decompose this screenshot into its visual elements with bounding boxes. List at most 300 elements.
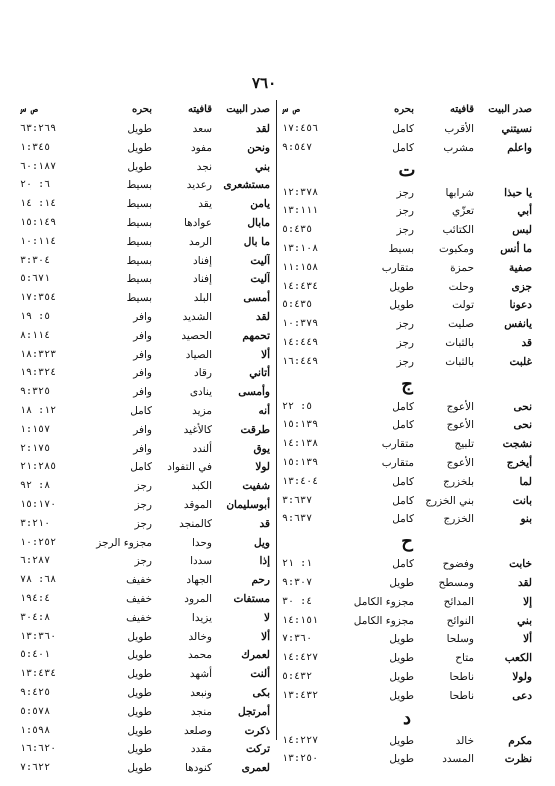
verse-start: الكعب bbox=[504, 652, 532, 665]
verse-start: لقد bbox=[255, 123, 270, 135]
verse-start: بانت bbox=[512, 494, 532, 507]
verse-rhyme: ومسطح bbox=[438, 576, 474, 589]
index-row bbox=[20, 703, 270, 722]
index-row bbox=[20, 458, 270, 477]
verse-meter: رجز bbox=[134, 555, 152, 568]
page-number: ٧٦٠ bbox=[252, 74, 277, 92]
verse-meter: رجز bbox=[134, 517, 152, 530]
verse-start: تركت bbox=[245, 743, 270, 756]
verse-meter: طويل bbox=[389, 652, 414, 665]
verse-meter: طويل bbox=[389, 753, 414, 766]
verse-rhyme: بلخزرج bbox=[443, 475, 474, 488]
verse-ref: ١٥:١٤٩ bbox=[20, 216, 57, 228]
verse-meter: كامل bbox=[392, 419, 414, 432]
verse-meter: كامل bbox=[392, 513, 414, 526]
verse-meter: طويل bbox=[389, 576, 414, 589]
verse-start: آليت bbox=[250, 273, 270, 286]
index-row bbox=[282, 296, 532, 315]
index-row bbox=[282, 435, 532, 454]
verse-rhyme: الكبد bbox=[191, 480, 212, 493]
verse-start: صفية bbox=[508, 261, 532, 274]
verse-meter: متقارب bbox=[381, 456, 414, 469]
verse-rhyme: كالمنجد bbox=[179, 517, 212, 530]
verse-start: واعلم bbox=[507, 141, 532, 154]
verse-start: يانفس bbox=[504, 318, 532, 331]
verse-ref: ١٥:١٧٠ bbox=[20, 498, 57, 510]
verse-ref: ٣:٢١٠ bbox=[20, 517, 51, 529]
header-meter: بحره bbox=[132, 104, 152, 115]
verse-meter: وافر bbox=[133, 367, 152, 380]
verse-ref: ١٣:١٠٨ bbox=[282, 242, 319, 254]
verse-meter: وافر bbox=[133, 442, 152, 455]
index-row bbox=[20, 684, 270, 703]
verse-ref: ٦:٢٨٧ bbox=[20, 555, 51, 567]
verse-rhyme: خالد bbox=[455, 734, 474, 747]
index-row bbox=[20, 233, 270, 252]
verse-rhyme: الشديد bbox=[182, 310, 212, 323]
verse-start: لولا bbox=[255, 461, 270, 474]
verse-ref: ٩:٣٢٥ bbox=[20, 386, 51, 398]
index-row bbox=[20, 477, 270, 496]
verse-meter: كامل bbox=[130, 461, 152, 474]
verse-start: ونحن bbox=[247, 141, 270, 154]
verse-rhyme: الموقد bbox=[183, 498, 212, 511]
verse-ref: ١: ٢١ bbox=[282, 558, 313, 570]
verse-ref: ٢:١٧٥ bbox=[20, 442, 51, 454]
verse-start: نسيتني bbox=[501, 123, 532, 135]
index-row bbox=[282, 315, 532, 334]
verse-meter: وافر bbox=[133, 386, 152, 399]
index-row bbox=[282, 750, 532, 769]
verse-meter: طويل bbox=[127, 141, 152, 154]
verse-ref: ١٤:٤٣٤ bbox=[282, 280, 319, 292]
verse-start: أيخرج bbox=[506, 456, 532, 469]
index-row bbox=[20, 552, 270, 571]
verse-meter: رجز bbox=[396, 224, 414, 237]
verse-ref: ٧:٦٢٢ bbox=[20, 762, 51, 774]
verse-meter: طويل bbox=[389, 299, 414, 312]
verse-ref: ١٩:٣٢٤ bbox=[20, 367, 57, 379]
verse-rhyme: ناطحا bbox=[449, 689, 474, 702]
verse-meter: بسيط bbox=[388, 242, 414, 255]
verse-start: شفيت bbox=[242, 480, 270, 493]
index-row bbox=[282, 630, 532, 649]
verse-meter: وافر bbox=[133, 310, 152, 323]
verse-rhyme: الجهاد bbox=[186, 574, 212, 587]
verse-meter: بسيط bbox=[126, 273, 152, 286]
verse-start: ألا bbox=[261, 630, 270, 643]
verse-rhyme: مزيد bbox=[192, 404, 212, 417]
verse-ref: ١٣:٤٣٤ bbox=[20, 668, 57, 680]
verse-rhyme: النوائح bbox=[446, 614, 474, 627]
verse-rhyme: تولت bbox=[452, 299, 474, 312]
index-row bbox=[20, 195, 270, 214]
index-row bbox=[20, 308, 270, 327]
verse-meter: طويل bbox=[389, 689, 414, 702]
verse-ref: ١:٣٤٥ bbox=[20, 141, 51, 153]
index-row bbox=[20, 740, 270, 759]
verse-meter: وافر bbox=[133, 329, 152, 342]
verse-ref: ١٢: ١٨ bbox=[20, 404, 57, 416]
verse-ref: ١:١٥٧ bbox=[20, 423, 51, 435]
verse-ref: ٣٠٤:٨ bbox=[20, 611, 51, 623]
verse-start: مستشعرى bbox=[223, 179, 270, 192]
verse-start: غلبت bbox=[509, 355, 532, 368]
verse-rhyme: نجد bbox=[196, 160, 212, 173]
verse-start: بني bbox=[255, 160, 270, 173]
verse-meter: طويل bbox=[127, 668, 152, 681]
verse-ref: ١٥:١٣٩ bbox=[282, 456, 319, 468]
verse-rhyme: الأعوج bbox=[446, 400, 474, 413]
verse-meter: طويل bbox=[389, 280, 414, 293]
index-row bbox=[20, 665, 270, 684]
verse-start: رحم bbox=[251, 574, 270, 587]
verse-start: خابت bbox=[509, 558, 532, 571]
verse-rhyme: وخالد bbox=[188, 630, 212, 643]
verse-start: تحمهم bbox=[242, 329, 270, 342]
verse-meter: مجزوء الرجز bbox=[96, 536, 152, 549]
verse-ref: ٥:٥٧٨ bbox=[20, 705, 51, 717]
verse-rhyme: تلبيج bbox=[454, 438, 474, 451]
verse-meter: خفيف bbox=[126, 574, 152, 587]
verse-rhyme: متاح bbox=[455, 652, 474, 665]
verse-ref: ١٣:٤٠٤ bbox=[282, 475, 319, 487]
verse-start: نظرت bbox=[504, 753, 532, 766]
index-row bbox=[20, 722, 270, 741]
verse-meter: رجز bbox=[396, 186, 414, 199]
verse-meter: طويل bbox=[389, 670, 414, 683]
verse-start: نحى bbox=[513, 400, 532, 413]
index-row bbox=[20, 327, 270, 346]
index-row bbox=[20, 759, 270, 778]
verse-ref: ١٧:٤٥٦ bbox=[282, 123, 319, 134]
verse-start: جزى bbox=[511, 280, 532, 293]
verse-ref: ٢١:٢٨٥ bbox=[20, 461, 57, 473]
verse-meter: بسيط bbox=[126, 179, 152, 192]
index-row bbox=[282, 240, 532, 259]
index-row bbox=[20, 609, 270, 628]
verse-rhyme: الأعوج bbox=[446, 419, 474, 432]
verse-rhyme: إفناد bbox=[193, 273, 212, 286]
verse-rhyme: رقاد bbox=[194, 367, 212, 380]
verse-ref: ١٣:٣٦٠ bbox=[20, 630, 57, 642]
verse-start: ألنت bbox=[250, 668, 270, 681]
verse-ref: ١٤:٢٢٧ bbox=[282, 734, 319, 746]
index-row bbox=[20, 176, 270, 195]
verse-ref: ٩:٣٠٧ bbox=[282, 576, 313, 588]
section-letter: ج bbox=[401, 373, 413, 395]
index-row bbox=[282, 454, 532, 473]
verse-ref: ١٢:٣٧٨ bbox=[282, 186, 319, 198]
verse-rhyme: مشرب bbox=[443, 141, 474, 154]
index-row bbox=[20, 571, 270, 590]
index-row bbox=[282, 202, 532, 221]
verse-meter: طويل bbox=[127, 686, 152, 699]
verse-start: نحى bbox=[513, 419, 532, 432]
verse-start: دعونا bbox=[509, 299, 532, 312]
verse-start: يا حبذا bbox=[504, 186, 532, 199]
verse-rhyme: وحلت bbox=[448, 280, 474, 293]
index-row bbox=[282, 120, 532, 139]
verse-meter: طويل bbox=[127, 630, 152, 643]
verse-meter: طويل bbox=[389, 734, 414, 747]
verse-rhyme: ينادى bbox=[189, 386, 212, 399]
index-row bbox=[282, 612, 532, 631]
verse-start: لا bbox=[264, 611, 270, 624]
verse-meter: وافر bbox=[133, 348, 152, 361]
verse-meter: رجز bbox=[134, 480, 152, 493]
section-letter: د bbox=[402, 707, 411, 729]
index-row bbox=[20, 252, 270, 271]
verse-meter: طويل bbox=[127, 762, 152, 775]
verse-ref: ٥: ٢٢ bbox=[282, 400, 313, 412]
verse-start: آليت bbox=[250, 254, 270, 267]
verse-ref: ٣:٣٠٤ bbox=[20, 254, 51, 266]
verse-rhyme: المسدد bbox=[442, 753, 474, 766]
verse-rhyme: بالثبات bbox=[445, 355, 474, 368]
verse-start: لما bbox=[519, 475, 532, 488]
section-letter: ح bbox=[401, 531, 413, 553]
verse-start: بني bbox=[517, 614, 532, 627]
verse-rhyme: حمزة bbox=[450, 261, 474, 274]
verse-meter: كامل bbox=[392, 123, 414, 135]
verse-rhyme: تعزّي bbox=[452, 205, 474, 218]
verse-start: أبوسليمان bbox=[226, 498, 270, 511]
verse-rhyme: في التفواد bbox=[167, 461, 212, 474]
left-column-body bbox=[20, 120, 270, 778]
verse-start: دعى bbox=[512, 689, 532, 702]
verse-ref: ١٣:٢٥٠ bbox=[282, 753, 319, 765]
index-row bbox=[20, 289, 270, 308]
verse-ref: ١٦:٤٤٩ bbox=[282, 355, 319, 367]
verse-ref: ٨: ٩٢ bbox=[20, 480, 51, 492]
verse-ref: ١٤:٤٤٩ bbox=[282, 336, 319, 348]
verse-ref: ١٤:١٣٨ bbox=[282, 438, 319, 450]
verse-rhyme: وحدا bbox=[192, 536, 212, 549]
right-column bbox=[282, 100, 532, 766]
verse-rhyme: وفضوح bbox=[442, 558, 474, 571]
verse-meter: رجز bbox=[396, 336, 414, 349]
index-row bbox=[20, 496, 270, 515]
verse-start: قد bbox=[521, 336, 532, 349]
verse-meter: مجزوء الكامل bbox=[353, 614, 414, 627]
verse-rhyme: الصياد bbox=[185, 348, 212, 361]
verse-rhyme: الخزرج bbox=[443, 513, 474, 526]
index-row bbox=[20, 364, 270, 383]
index-row bbox=[282, 221, 532, 240]
verse-ref: ١٩٤:٤ bbox=[20, 592, 51, 604]
verse-start: ما بال bbox=[243, 235, 270, 248]
index-row bbox=[20, 383, 270, 402]
verse-ref: ٣:٦٣٧ bbox=[282, 494, 313, 506]
verse-ref: ١٧:٣٥٤ bbox=[20, 292, 57, 304]
index-row bbox=[20, 139, 270, 158]
verse-ref: ١٤: ١٤ bbox=[20, 198, 57, 210]
verse-ref: ١٣:٤٣٢ bbox=[282, 689, 319, 701]
verse-rhyme: الرمد bbox=[188, 235, 212, 248]
verse-ref: ١١:١٥٨ bbox=[282, 261, 319, 273]
verse-meter: رجز bbox=[396, 355, 414, 368]
verse-start: وأمسى bbox=[238, 386, 270, 399]
verse-start: مستفات bbox=[233, 592, 270, 605]
verse-meter: كامل bbox=[392, 400, 414, 413]
verse-ref: ٩:٥٤٧ bbox=[282, 141, 313, 153]
verse-meter: بسيط bbox=[126, 235, 152, 248]
verse-rhyme: الحصيد bbox=[181, 329, 212, 342]
verse-start: يامن bbox=[250, 198, 270, 211]
verse-meter: خفيف bbox=[126, 592, 152, 605]
index-row bbox=[20, 590, 270, 609]
index-row bbox=[282, 574, 532, 593]
verse-ref: ٧:٣٦٠ bbox=[282, 633, 313, 645]
section-letter: ت bbox=[398, 159, 416, 181]
verse-start: لقد bbox=[517, 576, 532, 589]
left-column bbox=[20, 100, 270, 775]
verse-start: أمسى bbox=[243, 292, 270, 305]
verse-meter: كامل bbox=[130, 404, 152, 417]
verse-rhyme: الأعوج bbox=[446, 456, 474, 469]
verse-rhyme: رعديد bbox=[186, 179, 212, 192]
index-row bbox=[20, 440, 270, 459]
index-row bbox=[282, 398, 532, 417]
verse-rhyme: المدائح bbox=[443, 595, 474, 608]
verse-ref: ٩:٤٢٥ bbox=[20, 686, 51, 698]
verse-rhyme: ناطحا bbox=[449, 670, 474, 683]
verse-ref: ١٦:٦٢٠ bbox=[20, 743, 57, 755]
verse-ref: ٦: ٢٠ bbox=[20, 179, 51, 191]
verse-rhyme: وسلحا bbox=[446, 633, 474, 646]
index-row bbox=[282, 555, 532, 574]
verse-meter: خفيف bbox=[126, 611, 152, 624]
index-row bbox=[282, 184, 532, 203]
verse-rhyme: شرابها bbox=[445, 186, 474, 199]
verse-rhyme: عوادها bbox=[183, 216, 212, 229]
verse-meter: رجز bbox=[396, 318, 414, 331]
verse-ref: ٥:٤٠١ bbox=[20, 649, 51, 661]
index-row bbox=[20, 534, 270, 553]
header-rhyme: قافيته bbox=[449, 104, 474, 115]
verse-start: بنو bbox=[520, 513, 532, 526]
verse-meter: طويل bbox=[127, 705, 152, 718]
verse-rhyme: أشهد bbox=[189, 668, 212, 681]
header-meter: بحره bbox=[394, 104, 414, 115]
verse-ref: ١٥:١٣٩ bbox=[282, 419, 319, 431]
index-row bbox=[20, 402, 270, 421]
verse-ref: ١٣:١١١ bbox=[282, 205, 319, 217]
index-row bbox=[282, 353, 532, 372]
verse-rhyme: صليت bbox=[448, 318, 474, 331]
verse-meter: طويل bbox=[127, 743, 152, 756]
verse-rhyme: سددا bbox=[190, 555, 212, 568]
header-start: صدر البيت bbox=[488, 104, 532, 115]
index-row bbox=[282, 278, 532, 297]
index-row bbox=[20, 515, 270, 534]
verse-rhyme: المرود bbox=[184, 592, 212, 605]
verse-start: لعمرك bbox=[241, 649, 270, 662]
verse-rhyme: البلد bbox=[193, 292, 212, 305]
verse-meter: طويل bbox=[389, 633, 414, 646]
verse-ref: ٥:٤٣٥ bbox=[282, 224, 313, 236]
verse-rhyme: ومكبوت bbox=[439, 242, 474, 255]
verse-rhyme: ونبعد bbox=[190, 686, 212, 699]
verse-rhyme: كالأغيد bbox=[183, 423, 212, 436]
verse-meter: متقارب bbox=[381, 438, 414, 451]
verse-meter: بسيط bbox=[126, 254, 152, 267]
verse-meter: كامل bbox=[392, 494, 414, 507]
header-ref: ص س bbox=[20, 104, 39, 115]
verse-ref: ١٠:١١٤ bbox=[20, 235, 57, 247]
verse-ref: ٦٣:٢٦٩ bbox=[20, 123, 57, 134]
verse-ref: ٩:٦٣٧ bbox=[282, 513, 313, 525]
index-row bbox=[20, 214, 270, 233]
verse-meter: كامل bbox=[392, 141, 414, 154]
verse-meter: طويل bbox=[127, 649, 152, 662]
verse-meter: بسيط bbox=[126, 216, 152, 229]
verse-meter: وافر bbox=[133, 423, 152, 436]
index-row bbox=[282, 732, 532, 751]
verse-rhyme: سعد bbox=[192, 123, 212, 135]
verse-meter: مجزوء الكامل bbox=[353, 595, 414, 608]
index-row bbox=[282, 510, 532, 529]
verse-ref: ١٨:٣٢٣ bbox=[20, 348, 57, 360]
index-row bbox=[282, 687, 532, 706]
verse-rhyme: الأقرب bbox=[444, 123, 474, 135]
index-row bbox=[282, 416, 532, 435]
verse-rhyme: يزيدا bbox=[191, 611, 212, 624]
verse-rhyme: محمد bbox=[188, 649, 212, 662]
index-row bbox=[282, 649, 532, 668]
verse-rhyme: منجد bbox=[190, 705, 212, 718]
verse-rhyme: مقدد bbox=[190, 743, 212, 756]
verse-start: إذا bbox=[259, 555, 270, 568]
verse-ref: ١:٥٩٨ bbox=[20, 724, 51, 736]
verse-start: إلا bbox=[523, 595, 532, 608]
verse-meter: طويل bbox=[127, 160, 152, 173]
verse-meter: بسيط bbox=[126, 198, 152, 211]
verse-meter: بسيط bbox=[126, 292, 152, 305]
verse-ref: ٥:٦٧١ bbox=[20, 273, 51, 285]
verse-ref: ١٠:٢٥٢ bbox=[20, 536, 57, 548]
header-start: صدر البيت bbox=[226, 104, 270, 115]
verse-start: ذكرت bbox=[244, 724, 270, 737]
verse-start: مابال bbox=[247, 216, 270, 229]
verse-start: قد bbox=[259, 517, 270, 530]
header-rhyme: قافيته bbox=[187, 104, 212, 115]
index-row bbox=[282, 492, 532, 511]
verse-start: ويل bbox=[254, 536, 270, 549]
verse-ref: ٦٨: ٧٨ bbox=[20, 574, 57, 586]
index-row bbox=[20, 120, 270, 139]
verse-ref: ٥: ١٩ bbox=[20, 310, 51, 322]
verse-meter: رجز bbox=[396, 205, 414, 218]
column-header bbox=[20, 100, 270, 120]
verse-start: يوق bbox=[253, 442, 270, 455]
verse-ref: ٥:٤٣٥ bbox=[282, 299, 313, 311]
verse-ref: ٤: ٣٠ bbox=[282, 595, 313, 607]
column-header bbox=[282, 100, 532, 120]
index-row bbox=[20, 628, 270, 647]
verse-start: أنه bbox=[258, 404, 270, 417]
verse-start: لبس bbox=[512, 224, 532, 237]
verse-rhyme: بني الخزرج bbox=[425, 494, 474, 507]
verse-rhyme: كنودها bbox=[184, 762, 212, 775]
verse-meter: كامل bbox=[392, 558, 414, 571]
right-column-body bbox=[282, 120, 532, 769]
index-row bbox=[282, 593, 532, 612]
verse-start: لعمرى bbox=[241, 762, 270, 775]
verse-start: لقد bbox=[255, 310, 270, 323]
verse-rhyme: ألندد bbox=[192, 442, 212, 455]
